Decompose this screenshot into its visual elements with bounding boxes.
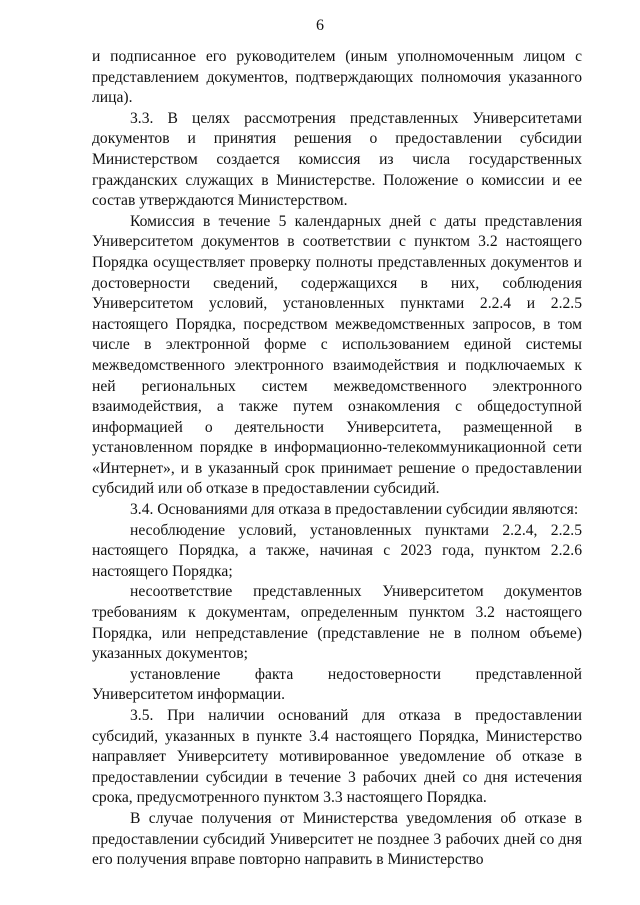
paragraph: 3.4. Основаниями для отказа в предоставлении субсидии являются: bbox=[130, 501, 579, 519]
document-body bbox=[92, 47, 582, 871]
paragraph: установление факта недостоверности представленной Университетом информации. bbox=[92, 665, 582, 704]
paragraph: 3.3. В целях рассмотрения представленных Университетами документов и принятия решения о предоставлении субсидии Министерством создается комиссия из числа государственных гражданских служащих в Министерстве. Положение о комиссии и ее состав утверждаются Министерством. bbox=[92, 109, 582, 210]
paragraph: В случае получения от Министерства уведомления об отказе в предоставлении субсидий Университет не позднее 3 рабочих дней со дня его получения вправе повторно направить в Министерство bbox=[92, 809, 582, 869]
page-number: 6 bbox=[316, 17, 324, 34]
paragraph: Комиссия в течение 5 календарных дней с даты представления Университетом документов в соответствии с пунктом 3.2 настоящего Порядка осуществляет проверку полноты представленных документов и достоверности сведений, содержащихся в них, соблюдения Университетом условий, установленных пунктами 2.2.4 и 2.2.5 настоящего Порядка, посредством межведомственных запросов, в том числе в электронной форме с использованием единой системы межведомственного электронного взаимодействия и подключаемых к ней региональных систем межведомственного электронного взаимодействия, а также путем ознакомления с общедоступной информацией о деятельности Университета, размещенной в установленном порядке в информационно-телекоммуникационной сети «Интернет», и в указанный срок принимает решение о предоставлении субсидий или об отказе в предоставлении субсидий. bbox=[92, 212, 582, 498]
paragraph: 3.5. При наличии оснований для отказа в предоставлении субсидий, указанных в пункте 3.4 настоящего Порядка, Министерство направляет Университету мотивированное уведомление об отказе в предоставлении субсидии в течение 3 рабочих дней со дня истечения срока, предусмотренного пунктом 3.3 настоящего Порядка. bbox=[92, 707, 582, 807]
paragraph: и подписанное его руководителем (иным уполномоченным лицом с представлением документов, подтверждающих полномочия указанного лица). bbox=[92, 48, 582, 107]
paragraph: несоответствие представленных Университетом документов требованиям к документам, определенным пунктом 3.2 настоящего Порядка, или непредставление (представление не в полном объеме) указанных документов; bbox=[92, 583, 582, 663]
paragraph: несоблюдение условий, установленных пунктами 2.2.4, 2.2.5 настоящего Порядка, а также, начиная с 2023 года, пунктом 2.2.6 настоящего Порядка; bbox=[92, 521, 582, 580]
